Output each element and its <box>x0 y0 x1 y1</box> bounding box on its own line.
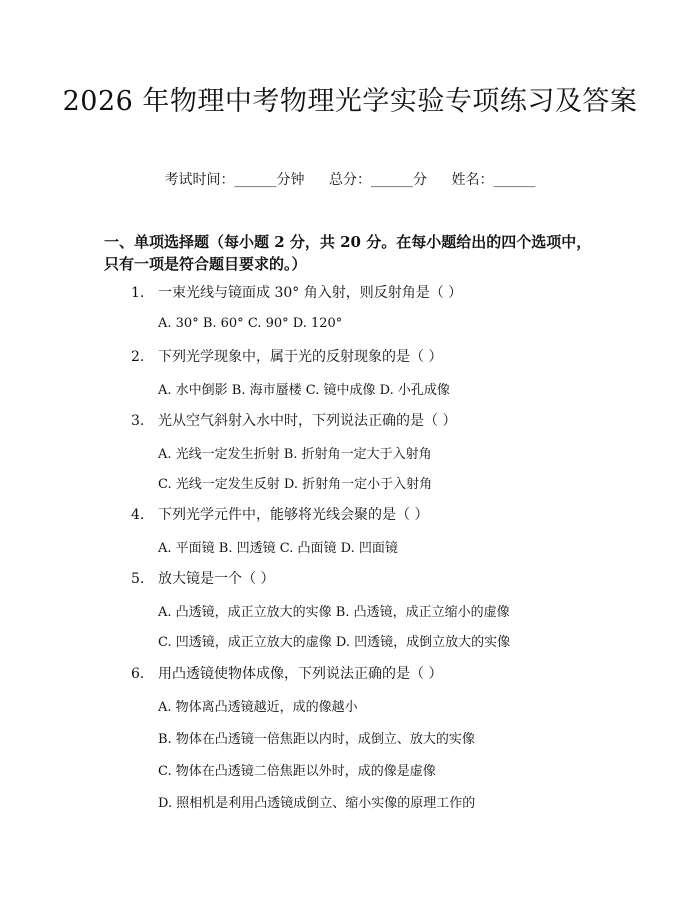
question-5-option-line-1: A. 凸透镜，成正立放大的实像 B. 凸透镜，成正立缩小的虚像 <box>158 605 510 620</box>
question-number: 1. <box>131 285 145 301</box>
question-6 <box>131 663 442 683</box>
question-number: 2. <box>131 349 145 365</box>
exam-score: 总分：______分 <box>329 172 427 188</box>
question-2-options: A. 水中倒影 B. 海市蜃楼 C. 镜中成像 D. 小孔成像 <box>158 383 450 398</box>
section-heading: 一、单项选择题（每小题 2 分，共 20 分。在每小题给出的四个选项中，只有一项是符合题目要求的。） <box>104 233 592 273</box>
question-6-option-b: B. 物体在凸透镜一倍焦距以内时，成倒立、放大的实像 <box>158 732 475 747</box>
question-1 <box>131 282 462 302</box>
question-3-option-line-2: C. 光线一定发生反射 D. 折射角一定小于入射角 <box>158 477 433 492</box>
question-stem: 一束光线与镜面成 30° 角入射，则反射角是（ ） <box>158 285 463 301</box>
question-6-option-d: D. 照相机是利用凸透镜成倒立、缩小实像的原理工作的 <box>158 796 476 811</box>
question-stem: 光从空气斜射入水中时，下列说法正确的是（ ） <box>158 413 457 429</box>
question-3 <box>131 410 456 430</box>
exam-meta <box>0 169 700 189</box>
question-4 <box>131 504 428 524</box>
question-stem: 用凸透镜使物体成像，下列说法正确的是（ ） <box>158 666 443 682</box>
question-3-option-line-1: A. 光线一定发生折射 B. 折射角一定大于入射角 <box>158 447 432 462</box>
exam-time: 考试时间：______分钟 <box>164 172 305 188</box>
question-4-options: A. 平面镜 B. 凹透镜 C. 凸面镜 D. 凹面镜 <box>158 541 398 556</box>
question-number: 4. <box>131 507 145 523</box>
question-2 <box>131 346 442 366</box>
question-number: 5. <box>131 571 145 587</box>
question-stem: 放大镜是一个（ ） <box>158 571 275 587</box>
exam-name: 姓名：______ <box>451 172 536 188</box>
question-6-option-a: A. 物体离凸透镜越近，成的像越小 <box>158 700 358 715</box>
question-number: 6. <box>131 666 145 682</box>
question-number: 3. <box>131 413 145 429</box>
question-5 <box>131 568 274 588</box>
question-stem: 下列光学元件中，能够将光线会聚的是（ ） <box>158 507 429 523</box>
page-title: 2026 年物理中考物理光学实验专项练习及答案 <box>62 86 638 117</box>
question-6-option-c: C. 物体在凸透镜二倍焦距以外时，成的像是虚像 <box>158 764 436 779</box>
question-5-option-line-2: C. 凹透镜，成正立放大的虚像 D. 凹透镜，成倒立放大的实像 <box>158 635 511 650</box>
question-1-options: A. 30° B. 60° C. 90° D. 120° <box>158 316 343 331</box>
question-stem: 下列光学现象中，属于光的反射现象的是（ ） <box>158 349 443 365</box>
